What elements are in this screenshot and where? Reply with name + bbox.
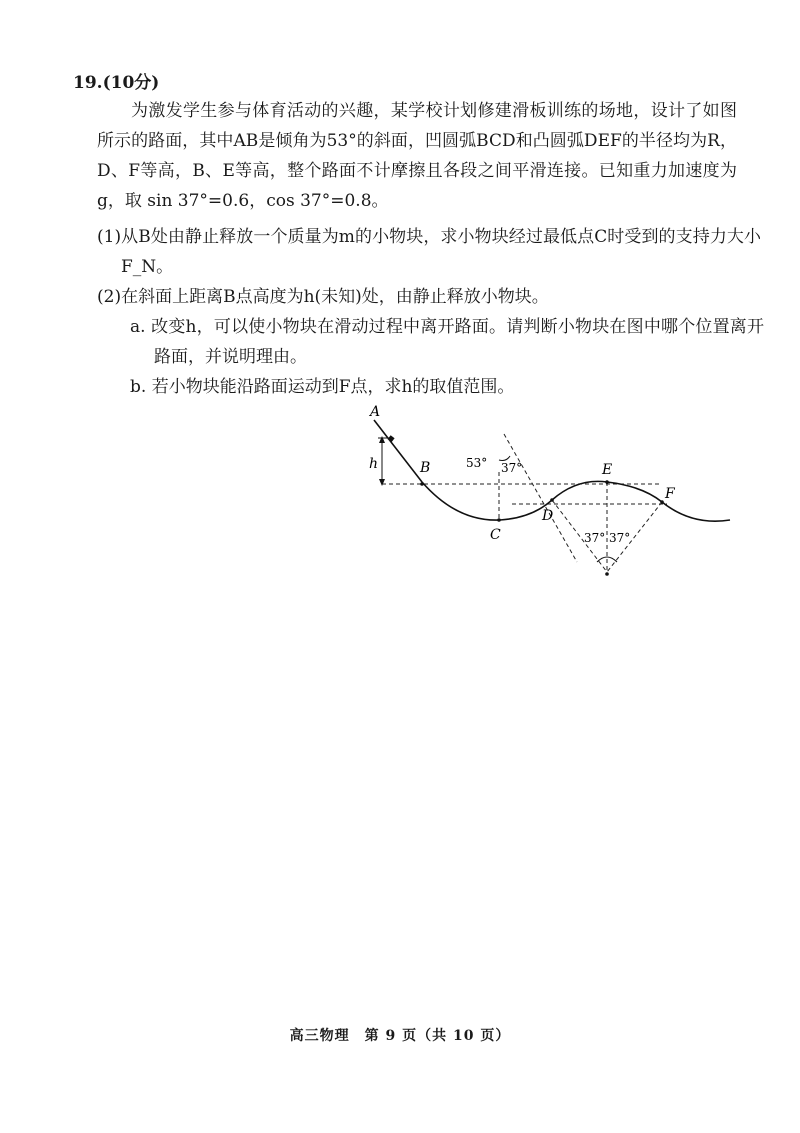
slope-AB	[374, 420, 422, 482]
track-diagram	[362, 402, 742, 587]
label-A: A	[370, 404, 381, 420]
label-B: B	[420, 460, 431, 476]
point-E	[605, 480, 609, 484]
angle-arc-top	[499, 456, 510, 461]
label-E: E	[602, 462, 613, 478]
point-D	[550, 498, 554, 502]
h-arrow-bottom	[379, 479, 385, 486]
question-intro: 为激发学生参与体育活动的兴趣，某学校计划修建滑板训练的场地，设计了如图所示的路面，其中AB是倾角为53°的斜面，凹圆弧BCD和凸圆弧DEF的半径均为R，D、F等高，B、E等高，整个路面不计摩擦且各段之间平滑连接。已知重力加速度为g，取 sin 37°=0.6，cos 37°=0.8。	[97, 101, 737, 211]
question-part-2: (2)在斜面上距离B点高度为h(未知)处，由静止释放小物块。	[97, 287, 549, 307]
radius-line-upper	[504, 434, 577, 562]
label-angle-53: 53°	[466, 456, 488, 470]
point-C	[497, 518, 501, 522]
point-F	[660, 500, 664, 504]
label-angle-37-left: 37°	[584, 531, 606, 545]
label-angle-37-top: 37°	[501, 461, 523, 475]
point-B	[420, 482, 424, 486]
page-footer: 高三物理 第 9 页（共 10 页）	[289, 1028, 511, 1044]
question-number: 19.(10分)	[73, 73, 160, 93]
h-arrow-top	[379, 436, 385, 443]
question-part-1: (1)从B处由静止释放一个质量为m的小物块，求小物块经过最低点C时受到的支持力大小F_N。	[97, 227, 761, 277]
label-angle-37-right: 37°	[609, 531, 631, 545]
block-marker	[388, 435, 395, 442]
track-curve	[422, 481, 730, 521]
question-part-2a: a. 改变h，可以使小物块在滑动过程中离开路面。请判断小物块在图中哪个位置离开路面，并说明理由。	[130, 317, 764, 367]
label-D: D	[542, 508, 554, 524]
label-F: F	[665, 486, 675, 502]
center-lower	[605, 572, 609, 576]
question-part-2b: b. 若小物块能沿路面运动到F点，求h的取值范围。	[130, 377, 515, 397]
label-C: C	[490, 527, 501, 543]
label-h: h	[369, 456, 379, 472]
